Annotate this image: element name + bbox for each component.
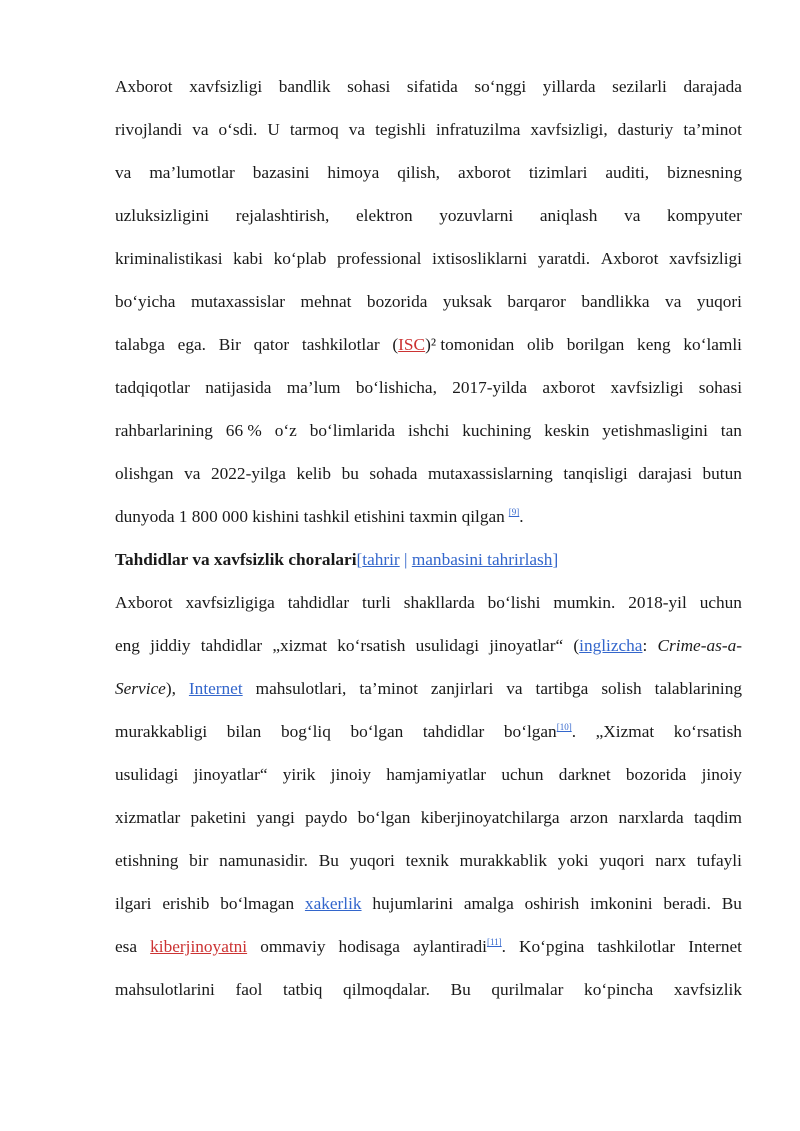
bracket: ] [552,550,559,569]
word: kiberjinoyatchilarga [420,808,560,827]
word: mutaxassislarning [427,464,553,483]
text-run: borilgan [566,335,625,354]
word: hamjamiyatlar [386,765,487,784]
text-run: . [519,507,524,526]
word: ko‘plab [273,249,327,268]
word: kelib [296,464,331,483]
word: turli [362,593,391,612]
text-line [115,586,742,629]
word: Axborot [600,249,659,268]
word: kabi [233,249,263,268]
word: auditi, [605,163,650,182]
word: natijasida [205,378,272,397]
text-run: hujumlarini [372,894,454,913]
text-run: talabga [115,335,165,354]
word: ko‘pincha [584,980,654,999]
text-line [115,285,742,328]
text-run: tartibga [535,679,589,698]
word: yuqori [599,851,645,870]
paragraph-2 [115,586,742,1016]
text-run: bilan [226,722,262,741]
word: himoya [327,163,380,182]
reference-link-11[interactable]: [11] [486,937,502,948]
text-run: ega. [177,335,206,354]
text-run: usulidagi [415,636,480,655]
word: 2017-yilda [452,378,528,397]
word: olishgan [115,464,174,483]
text-line [115,113,742,156]
italic-term: Service [115,679,166,698]
word: va [192,120,209,139]
word: Bu [450,980,471,999]
word: va [115,163,132,182]
word: sezilarli [612,77,667,96]
word: xavfsizligi [610,378,684,397]
word: xavfsizligi, [530,120,608,139]
text-line [115,801,742,844]
text-line [115,371,742,414]
word: narxlarda [618,808,684,827]
word: infratuzilma [435,120,521,139]
text-run: esa [115,937,138,956]
text-run: ommaviy [260,937,326,956]
word: kuchining [462,421,532,440]
text-run: ta’minot [359,679,418,698]
word: rivojlandi [115,120,183,139]
word: o‘z [274,421,297,440]
bracket: [ [356,550,363,569]
word: mutaxassislar [190,292,286,311]
word: bo‘lishi [487,593,541,612]
word: tarmoq [289,120,339,139]
paragraph-1 [115,70,742,543]
xakerlik-link[interactable]: xakerlik [304,894,362,913]
word: xavfsizlik [673,980,742,999]
text-run: hodisaga [338,937,400,956]
text-run: olib [527,335,554,354]
text-run: . [501,937,506,956]
word: rejalashtirish, [235,206,330,225]
word: texnik [405,851,449,870]
text-line [115,328,742,371]
word: xavfsizligi [669,249,742,268]
text-run: bog‘liq [280,722,331,741]
text-run: erishib [162,894,210,913]
word: tatbiq [283,980,323,999]
word: bir [189,851,209,870]
word: tanqisligi [563,464,628,483]
word: murakkablik [459,851,547,870]
inglizcha-link[interactable]: inglizcha [579,636,643,655]
word: tegishli [375,120,426,139]
word: professional [337,249,422,268]
word: axborot [458,163,511,182]
text-line [115,199,742,242]
word: barqaror [507,292,566,311]
word: shakllarda [403,593,475,612]
word: Bu [318,851,339,870]
word: bo‘yicha [115,292,176,311]
text-run: imkonini [590,894,653,913]
text-run: Internet [688,937,742,956]
text-run: bo‘lmagan [220,894,295,913]
word: xizmatlar [115,808,181,827]
word: uzluksizligini [115,206,210,225]
text-run: jiddiy [150,636,191,655]
word: bandlikka [581,292,650,311]
word: paydo [305,808,348,827]
italic-term: Crime-as-a- [657,636,742,655]
reference-link-9[interactable]: [9] [508,507,520,518]
word: bozorida [366,292,428,311]
word: kriminalistikasi [115,249,223,268]
text-run: eng [115,636,140,655]
word: narx [655,851,686,870]
text-run: talablarining [654,679,742,698]
word: yuksak [442,292,492,311]
isc-link[interactable]: ISC [398,335,426,354]
word: mahsulotlarini [115,980,215,999]
ref-group [504,715,576,758]
word: namunasidir. [219,851,308,870]
word: bo‘lishicha, [355,378,437,397]
word: kompyuter [667,206,742,225]
word: dasturiy [617,120,674,139]
text-run: Ko‘pgina [519,937,585,956]
text-run: „Xizmat [595,722,655,741]
text-run: )² tomonidan [425,335,515,354]
word: bo‘limlarida [309,421,396,440]
word: tan [720,421,742,440]
word: ixtisosliklarni [432,249,528,268]
internet-link[interactable]: Internet [188,679,243,698]
word: ma’lum [286,378,341,397]
edit-source-link[interactable]: manbasini tahrirlash [411,550,553,569]
word: xavfsizligiga [185,593,275,612]
text-run: murakkabligi [115,722,208,741]
text-run: tahdidlar [422,722,485,741]
ref-group [413,930,506,973]
word: U [267,120,280,139]
word: yillarda [542,77,596,96]
word: tizimlari [528,163,588,182]
text-run: mahsulotlari, [255,679,347,698]
word: yangi [256,808,295,827]
text-run: zanjirlari [430,679,494,698]
text-run: ), [165,679,176,698]
text-line [115,414,742,457]
lang-group [573,629,647,672]
word: yoki [557,851,589,870]
word: yuqori [349,851,395,870]
word: tufayli [696,851,742,870]
word: uchun [501,765,544,784]
word: axborot [542,378,596,397]
word: sohasi [347,77,391,96]
text-run: va [506,679,523,698]
word: qilmoqdalar. [343,980,430,999]
word: va [184,464,201,483]
text-run: tashkilotlar [597,937,676,956]
text-line [115,844,742,887]
text-line [115,70,742,113]
word: aniqlash [539,206,598,225]
separator: | [399,550,412,569]
word: va [348,120,366,139]
word: faol [235,980,263,999]
word: sohada [369,464,418,483]
word: xavfsizligi [189,77,263,96]
reference-link-10[interactable]: [10] [556,722,572,733]
word: yuqori [696,292,742,311]
text-run: beradi. [663,894,711,913]
word: mehnat [300,292,352,311]
text-run: ko‘lamli [683,335,742,354]
text-run: keng [637,335,671,354]
word: bozorida [625,765,687,784]
word: sifatida [406,77,458,96]
word: sohasi [698,378,742,397]
text-run: aylantiradi [413,937,487,956]
word: yaratdi. [537,249,591,268]
word: jinoiy [330,765,371,784]
kiberjinoyatni-link[interactable]: kiberjinoyatni [150,937,248,956]
paren: ( [392,335,399,354]
word: o‘sdi. [218,120,258,139]
word: keskin [544,421,590,440]
word: bandlik [278,77,331,96]
text-run: . [571,722,577,741]
ref-group [509,500,524,543]
text-run: amalga [463,894,514,913]
word: darajada [683,77,742,96]
word: va [665,292,682,311]
text-run: ilgari [115,894,152,913]
word: darajasi [638,464,692,483]
word: biznesning [667,163,742,182]
word: bu [341,464,359,483]
paren: ( [573,636,580,655]
text-run: ko‘rsatish [337,636,406,655]
section-heading [115,543,742,586]
text-line [115,242,742,285]
word: paketini [190,808,247,827]
word: 66 % [225,421,262,440]
text-run: oshirish [524,894,580,913]
word: yirik [282,765,316,784]
word: elektron [355,206,413,225]
text-run: tashkilotlar [301,335,380,354]
text-line [115,930,742,973]
word: qurilmalar [491,980,564,999]
word: rahbarlarining [115,421,213,440]
text-line [115,457,742,500]
heading-title: Tahdidlar va xavfsizlik choralari [115,550,357,569]
text-run: dunyoda 1 800 000 kishini tashkil etishini taxmin qilgan [115,507,505,526]
word: 2022-yilga [211,464,286,483]
word: mumkin. [553,593,616,612]
text-run: Bir [218,335,241,354]
word: yetishmasligini [602,421,708,440]
word: taqdim [693,808,742,827]
word: etishning [115,851,179,870]
word: darknet [558,765,611,784]
word: uchun [699,593,742,612]
word: ishchi [408,421,450,440]
text-line [115,500,742,543]
text-run: solish [601,679,642,698]
word: bo‘lgan [357,808,411,827]
word: yozuvlarni [439,206,514,225]
word: ta’minot [683,120,742,139]
text-line [115,672,742,715]
text-run: tahdidlar [200,636,263,655]
word: jinoyatlar“ [193,765,268,784]
word: va [624,206,641,225]
isc-group [392,328,514,371]
word: qilish, [397,163,440,182]
text-run: jinoyatlar“ [489,636,564,655]
word: Axborot [115,77,173,96]
word: 2018-yil [628,593,687,612]
word: Axborot [115,593,173,612]
word: jinoiy [701,765,742,784]
word: ma’lumotlar [149,163,235,182]
text-line [115,156,742,199]
text-line [115,973,742,1016]
word: butun [702,464,742,483]
heading-group [115,543,558,586]
text-run: qator [253,335,290,354]
text-run: „xizmat [272,636,328,655]
word: so‘nggi [474,77,527,96]
text-run: : [642,636,648,655]
text-run: ko‘rsatish [673,722,742,741]
text-line [115,629,742,672]
word: usulidagi [115,765,179,784]
text-line [115,715,742,758]
term-group [115,672,176,715]
text-run: bo‘lgan [503,722,557,741]
word: bazasini [252,163,310,182]
word: tahdidlar [287,593,350,612]
text-run: Bu [721,894,742,913]
word: tadqiqotlar [115,378,190,397]
text-line [115,887,742,930]
text-line [115,758,742,801]
word: arzon [569,808,609,827]
edit-link[interactable]: tahrir [362,550,400,569]
text-run: bo‘lgan [350,722,404,741]
